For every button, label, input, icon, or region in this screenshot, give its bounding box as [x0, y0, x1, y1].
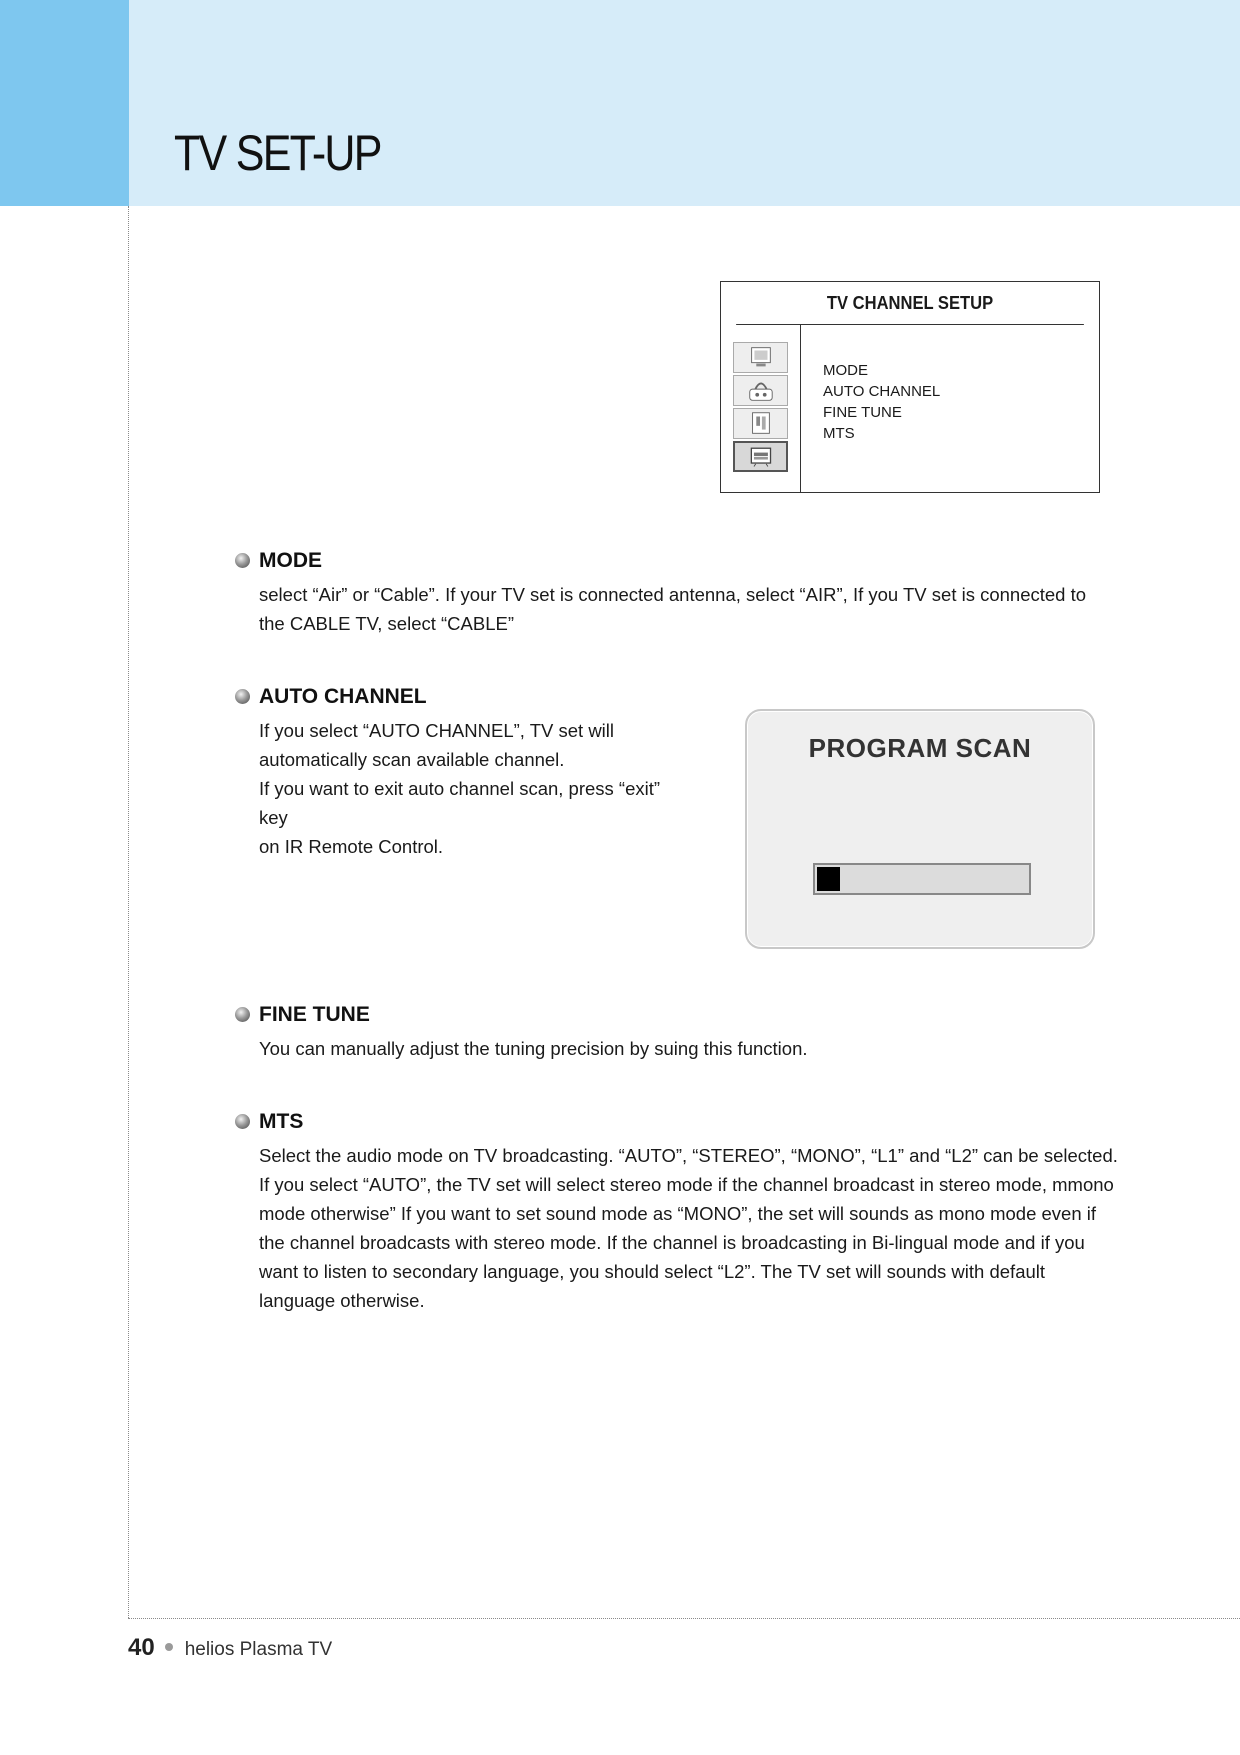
tv-icon — [733, 342, 788, 373]
scan-progress-fill — [817, 867, 840, 891]
margin-guide-horizontal — [128, 1618, 1240, 1619]
menu-item-fine-tune[interactable]: FINE TUNE — [823, 404, 902, 421]
menu-item-auto-channel[interactable]: AUTO CHANNEL — [823, 383, 941, 400]
header-accent-block — [0, 0, 129, 206]
section-body — [259, 716, 679, 861]
section-body: select “Air” or “Cable”. If your TV set is connected antenna, select “AIR”, If you TV set is connected to the CABLE TV, select “CABLE” — [259, 584, 1087, 634]
body-line: on IR Remote Control. — [259, 836, 444, 857]
section-title: MODE — [259, 549, 322, 572]
margin-guide-vertical — [128, 206, 129, 1618]
bullet-icon — [235, 689, 250, 704]
section-mts — [235, 1109, 1118, 1315]
menu-title: TV CHANNEL SETUP — [736, 282, 1084, 325]
body-line: If you select “AUTO CHANNEL”, TV set will — [259, 720, 615, 741]
channel-icon — [733, 441, 788, 472]
settings-icon — [733, 408, 788, 439]
section-mode — [235, 548, 1105, 638]
bullet-icon — [235, 553, 250, 568]
tv-channel-setup-menu — [720, 281, 1100, 493]
footer-brand: helios Plasma TV — [184, 1639, 333, 1660]
program-scan-screen — [745, 709, 1095, 949]
scan-progress-bar — [813, 863, 1031, 895]
section-body: Select the audio mode on TV broadcasting. “AUTO”, “STEREO”, “MONO”, “L1” and “L2” can be selected. If you select “AUTO”, the TV set will select stereo mode if the channel broadcast in stereo mode, mmono mode otherwise” If you want to set sound mode as “MONO”, the set will sounds as mono mode even if the channel broadcasts with stereo mode. If the channel is broadcasting in Bi-lingual mode and if you want to listen to secondary language, you should select “L2”. The TV set will sounds with default language otherwise. — [259, 1145, 1118, 1311]
page-title: TV SET-UP — [174, 125, 381, 181]
section-body: You can manually adjust the tuning precision by suing this function. — [259, 1038, 808, 1059]
menu-item-list — [823, 360, 940, 444]
menu-icon-column — [721, 324, 801, 492]
section-title: AUTO CHANNEL — [259, 685, 427, 708]
section-title: MTS — [259, 1110, 304, 1133]
page-footer — [128, 1634, 332, 1662]
body-line: If you want to exit auto channel scan, press “exit” key — [259, 778, 661, 828]
separator-dot — [165, 1643, 173, 1651]
bullet-icon — [235, 1114, 250, 1129]
section-title: FINE TUNE — [259, 1003, 370, 1026]
bullet-icon — [235, 1007, 250, 1022]
menu-item-mode[interactable]: MODE — [823, 362, 868, 379]
section-fine-tune — [235, 1002, 1105, 1063]
menu-item-mts[interactable]: MTS — [823, 425, 855, 442]
antenna-icon — [733, 375, 788, 406]
page-number: 40 — [128, 1634, 155, 1661]
program-scan-title: PROGRAM SCAN — [808, 733, 1032, 763]
body-line: automatically scan available channel. — [259, 749, 565, 770]
